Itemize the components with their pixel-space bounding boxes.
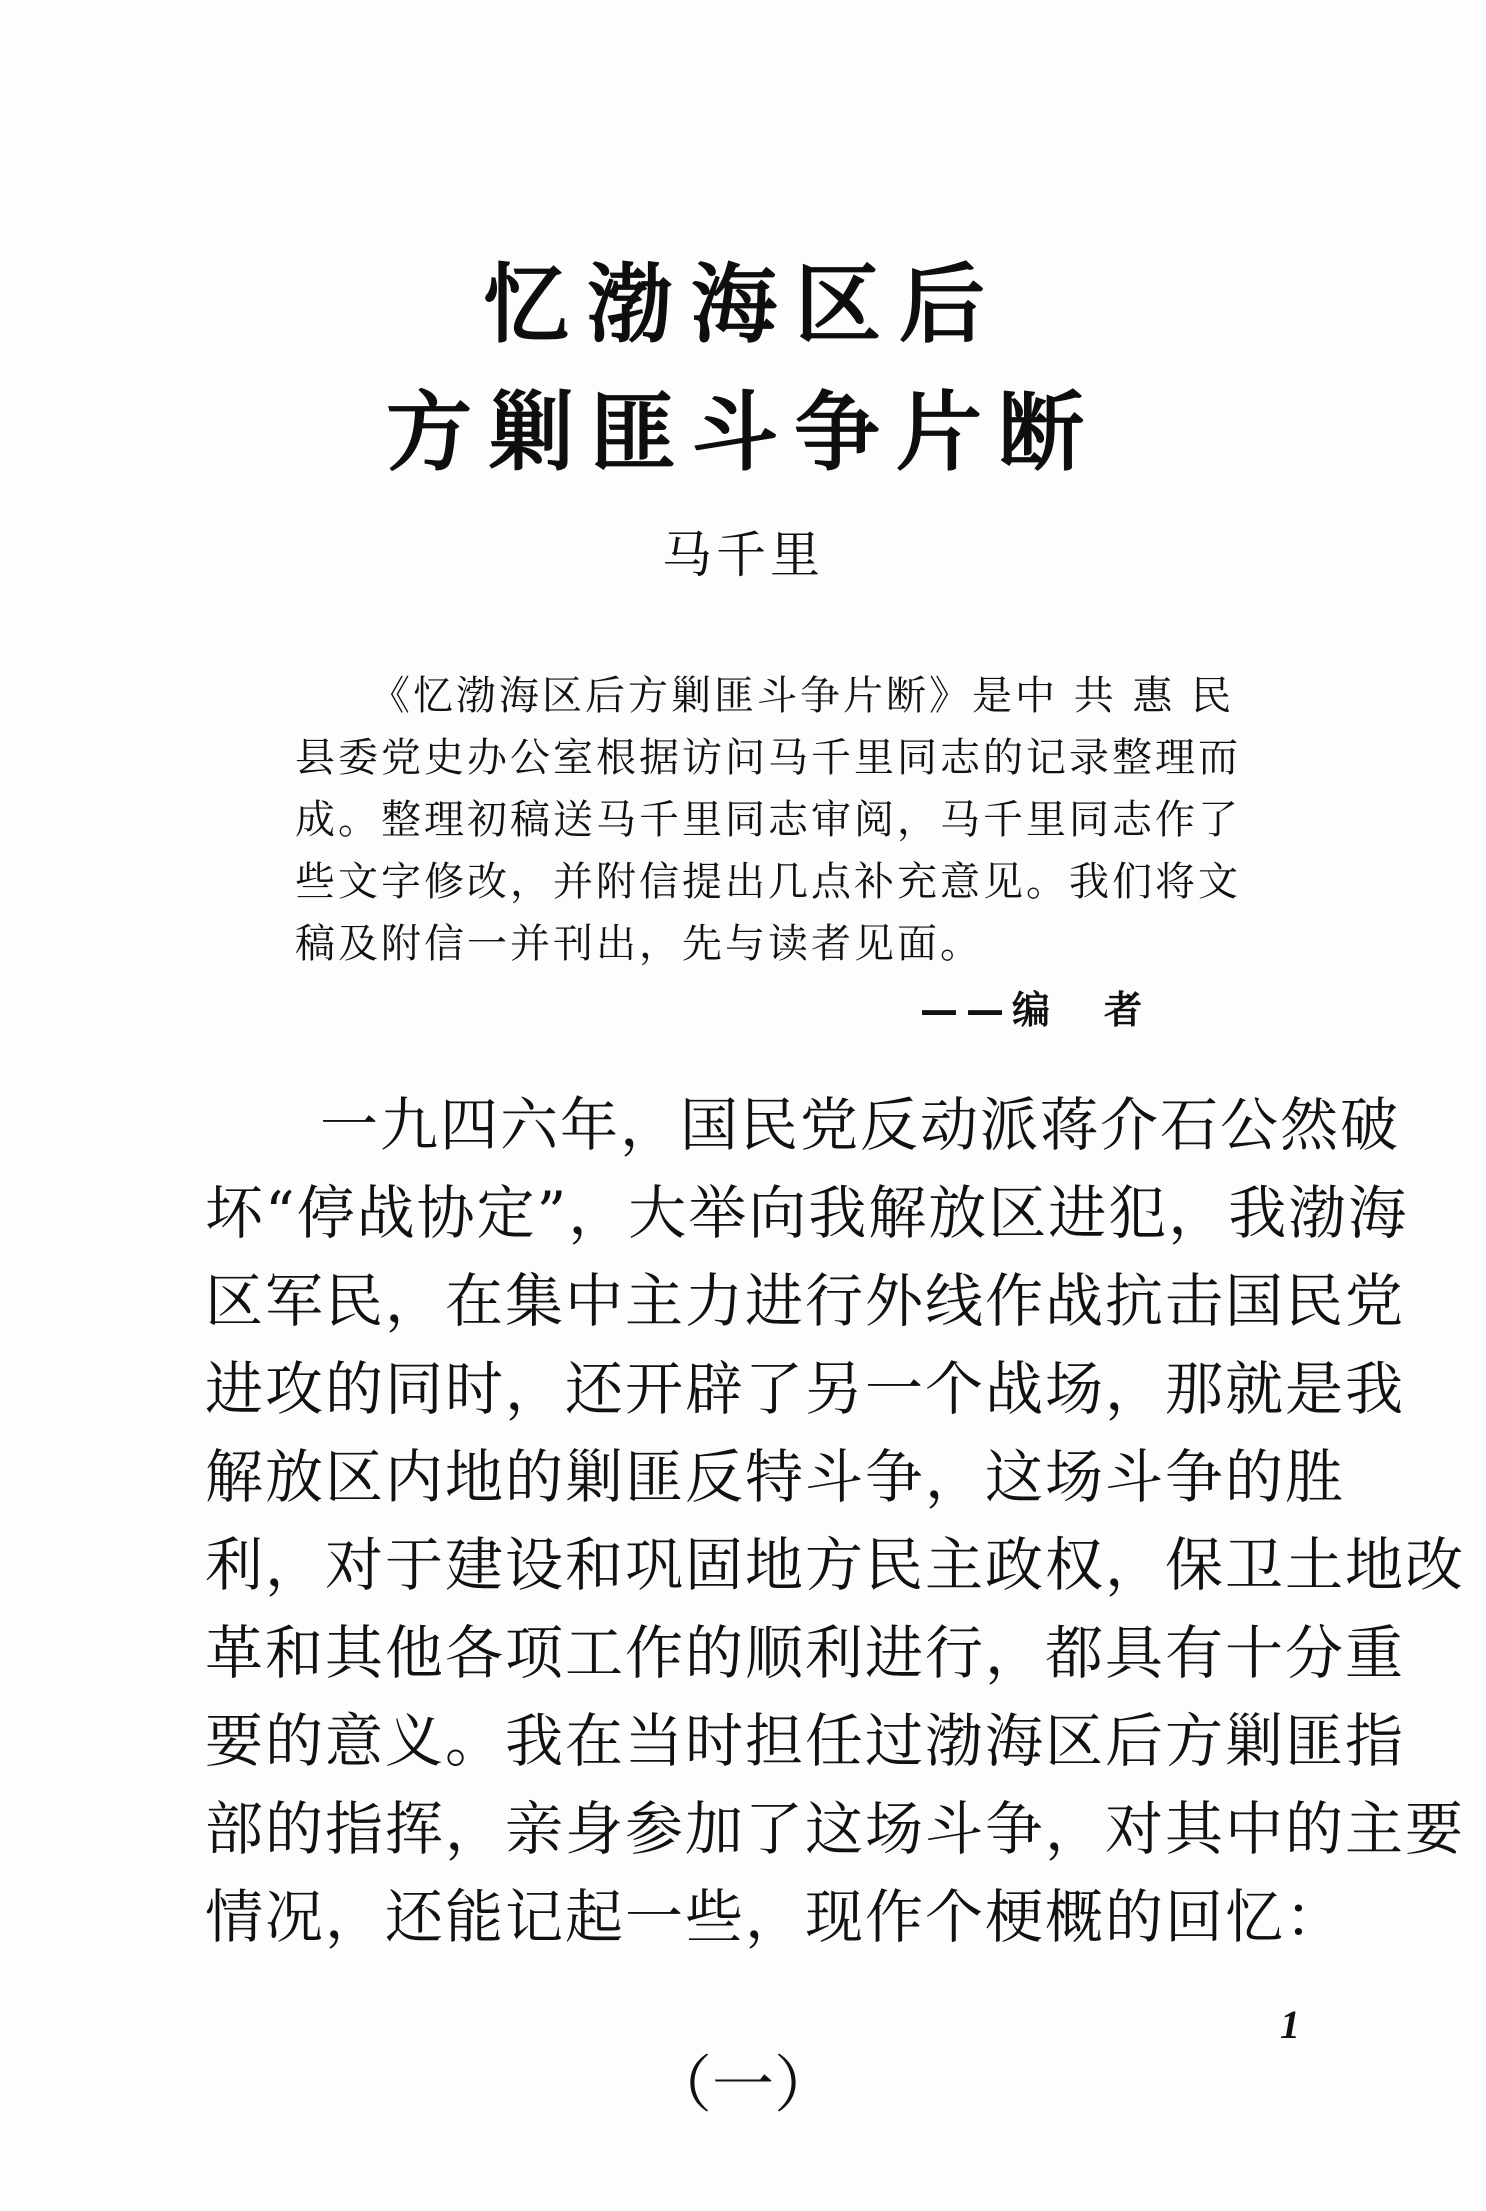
- body-text-line: 情况，还能记起一些，现作个梗概的回忆：: [205, 1883, 1346, 1951]
- editor-signature: ——编 者: [920, 988, 1151, 1032]
- page-number: 1: [1280, 2002, 1300, 2047]
- body-text-line: 进攻的同时，还开辟了另一个战场，那就是我: [205, 1355, 1406, 1423]
- body-text-line: 利，对于建设和巩固地方民主政权，保卫土地改: [205, 1531, 1466, 1599]
- title-line-1: 忆渤海区后: [483, 255, 1003, 355]
- editor-note-line: 成。整理初稿送马千里同志审阅，马千里同志作了: [295, 797, 1241, 843]
- editor-note-line: 稿及附信一并刊出，先与读者见面。: [295, 921, 983, 967]
- body-text-line: 部的指挥，亲身参加了这场斗争，对其中的主要: [205, 1795, 1466, 1863]
- editor-note-line: 县委党史办公室根据访问马千里同志的记录整理而: [295, 735, 1241, 781]
- body-text-line: 区军民，在集中主力进行外线作战抗击国民党: [205, 1267, 1406, 1335]
- body-text-line: 革和其他各项工作的顺利进行，都具有十分重: [205, 1619, 1406, 1687]
- title-line-2: 方剿匪斗争片断: [386, 383, 1100, 483]
- section-heading: （一）: [649, 2048, 836, 2121]
- body-text-line: 要的意义。我在当时担任过渤海区后方剿匪指: [205, 1707, 1406, 1775]
- body-text-line: 解放区内地的剿匪反特斗争，这场斗争的胜: [205, 1443, 1346, 1511]
- editor-note-line: 些文字修改，并附信提出几点补充意见。我们将文: [295, 859, 1241, 905]
- body-text-line: 坏“停战协定”，大举向我解放区进犯，我渤海: [205, 1179, 1409, 1247]
- editor-note-line: 《忆渤海区后方剿匪斗争片断》是中 共 惠 民: [370, 673, 1235, 719]
- body-text-line: 一九四六年，国民党反动派蒋介石公然破: [320, 1091, 1401, 1159]
- author-name: 马千里: [662, 526, 824, 584]
